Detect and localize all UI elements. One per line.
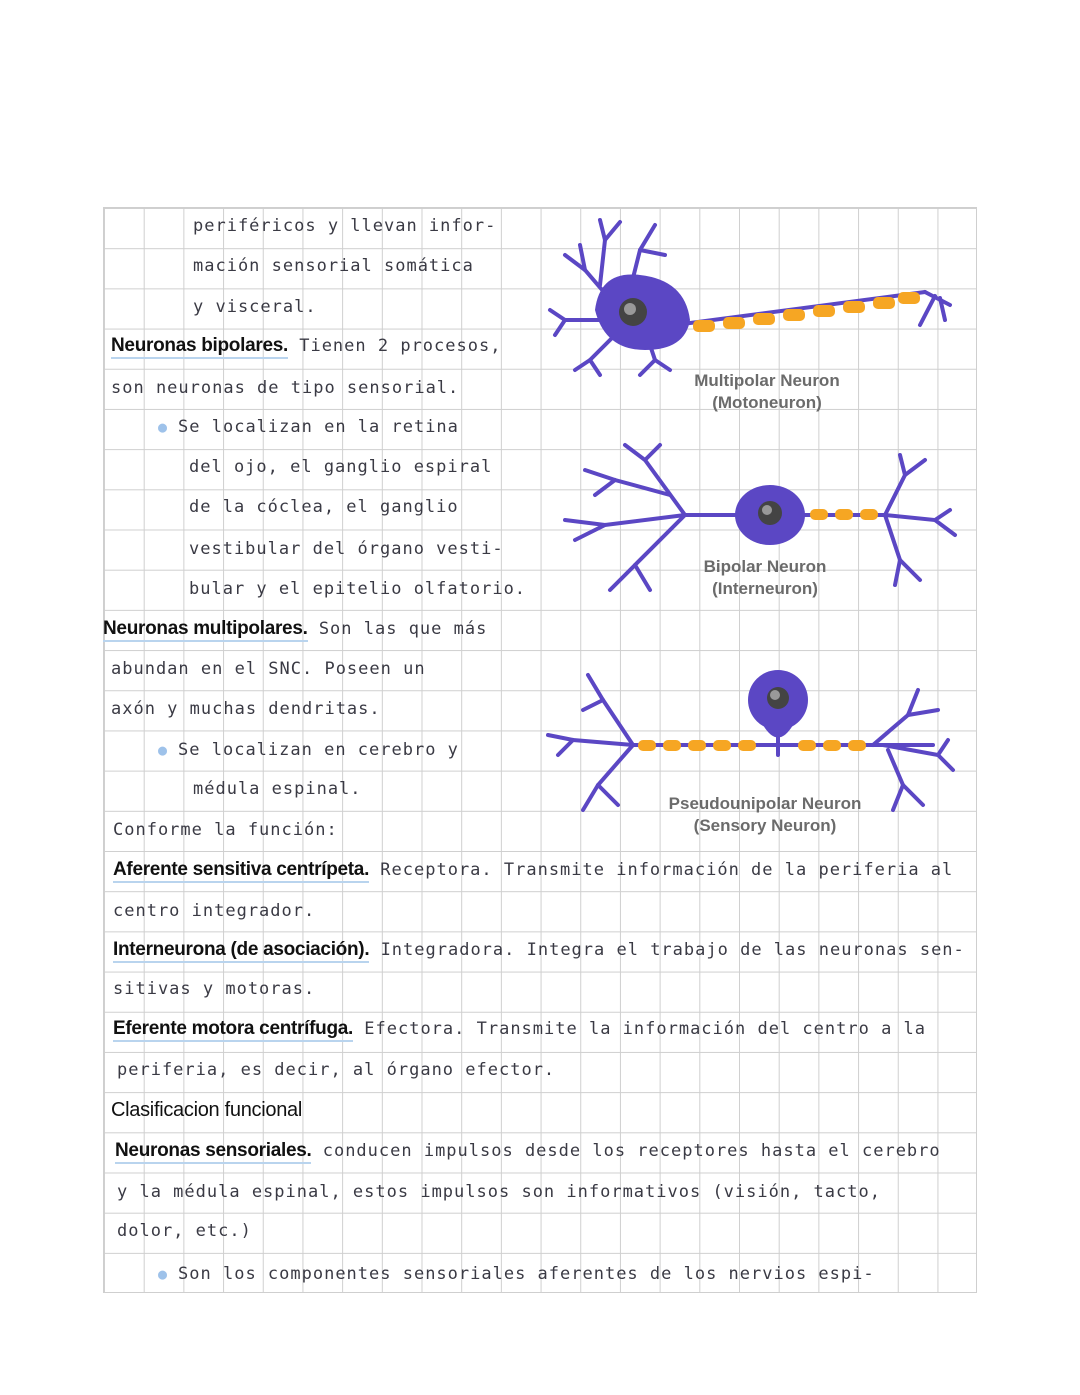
pseudounipolar-caption-line1: Pseudounipolar Neuron bbox=[668, 794, 862, 813]
aferente-heading: Aferente sensitiva centrípeta. bbox=[113, 859, 369, 883]
note-line: axón y muchas dendritas. bbox=[111, 699, 381, 719]
bullet-item bbox=[158, 740, 459, 760]
multipolar-heading: Neuronas multipolares. bbox=[103, 618, 308, 642]
sensoriales-text: conducen impulsos desde los receptores hasta el cerebro bbox=[322, 1141, 941, 1161]
bipolar-caption-line2: (Interneuron) bbox=[712, 579, 818, 598]
bullet-dot-icon: ● bbox=[158, 418, 169, 436]
sensoriales-heading: Neuronas sensoriales. bbox=[115, 1140, 311, 1164]
note-line: bular y el epitelio olfatorio. bbox=[189, 579, 527, 599]
sensoriales-paragraph bbox=[115, 1140, 941, 1162]
note-line: Conforme la función: bbox=[113, 820, 338, 840]
note-line: y visceral. bbox=[193, 297, 317, 317]
eferente-text: Efectora. Transmite la información del centro a la bbox=[364, 1019, 927, 1039]
bipolar-caption bbox=[660, 556, 870, 600]
bipolar-caption-line1: Bipolar Neuron bbox=[703, 557, 827, 576]
bullet-text: Se localizan en cerebro y bbox=[178, 740, 459, 760]
bipolar-heading: Neuronas bipolares. bbox=[111, 335, 288, 359]
bipolar-text: Tienen 2 procesos, bbox=[299, 336, 502, 356]
bullet-dot-icon: ● bbox=[158, 1265, 169, 1283]
pseudounipolar-caption bbox=[650, 793, 880, 837]
note-line: mación sensorial somática bbox=[193, 256, 474, 276]
note-line: sitivas y motoras. bbox=[113, 979, 316, 999]
multipolar-caption-line2: (Motoneuron) bbox=[712, 393, 822, 412]
note-line: del ojo, el ganglio espiral bbox=[189, 457, 493, 477]
note-line: de la cóclea, el ganglio bbox=[189, 497, 459, 517]
note-line: vestibular del órgano vesti- bbox=[189, 539, 504, 559]
note-line: dolor, etc.) bbox=[117, 1221, 252, 1241]
multipolar-caption-line1: Multipolar Neuron bbox=[694, 371, 840, 390]
note-line: y la médula espinal, estos impulsos son informativos (visión, tacto, bbox=[117, 1182, 881, 1202]
note-line: periféricos y llevan infor- bbox=[193, 216, 497, 236]
interneurona-text: Integradora. Integra el trabajo de las neuronas sen- bbox=[380, 940, 965, 960]
clasificacion-heading: Clasificacion funcional bbox=[111, 1099, 302, 1121]
multipolar-caption bbox=[662, 370, 872, 414]
note-line: centro integrador. bbox=[113, 901, 316, 921]
aferente-text: Receptora. Transmite información de la periferia al bbox=[380, 860, 954, 880]
bullet-text: Son los componentes sensoriales aferentes de los nervios espi- bbox=[178, 1264, 875, 1284]
multipolar-neuron-illustration bbox=[545, 210, 965, 380]
note-line: son neuronas de tipo sensorial. bbox=[111, 378, 460, 398]
eferente-heading: Eferente motora centrífuga. bbox=[113, 1018, 353, 1042]
bullet-dot-icon: ● bbox=[158, 741, 169, 759]
note-line: abundan en el SNC. Poseen un bbox=[111, 659, 426, 679]
bullet-item bbox=[158, 1264, 875, 1284]
note-line: periferia, es decir, al órgano efector. bbox=[117, 1060, 556, 1080]
interneurona-paragraph bbox=[113, 939, 965, 961]
multipolar-paragraph bbox=[103, 618, 487, 640]
bipolar-paragraph bbox=[111, 335, 501, 357]
bullet-text: Se localizan en la retina bbox=[178, 417, 459, 437]
aferente-paragraph bbox=[113, 859, 953, 881]
bullet-item bbox=[158, 417, 459, 437]
eferente-paragraph bbox=[113, 1018, 926, 1040]
note-line: médula espinal. bbox=[193, 779, 362, 799]
interneurona-heading: Interneurona (de asociación). bbox=[113, 939, 369, 963]
multipolar-text: Son las que más bbox=[318, 619, 488, 639]
pseudounipolar-caption-line2: (Sensory Neuron) bbox=[693, 816, 837, 835]
